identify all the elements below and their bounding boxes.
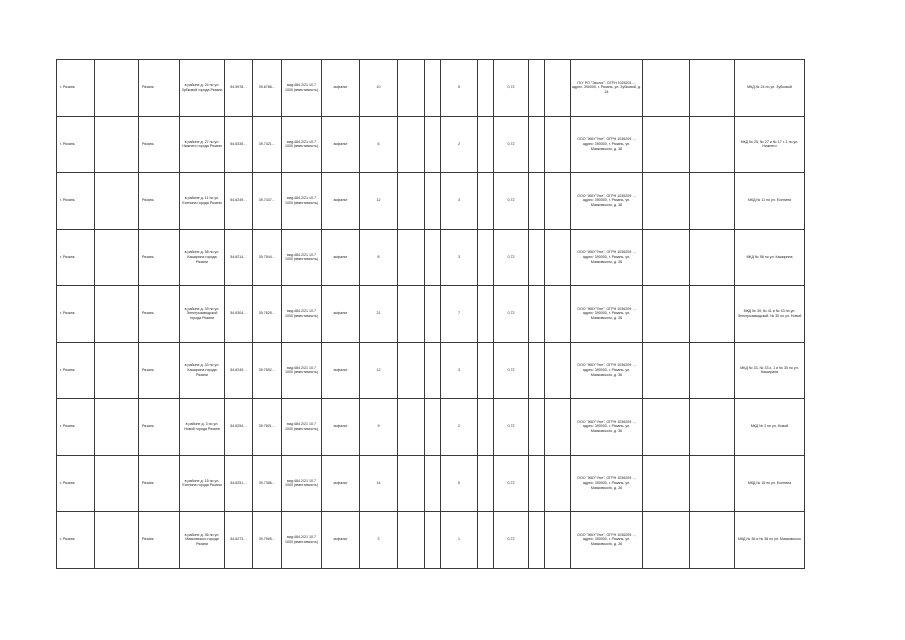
- cell-n1: 9: [360, 399, 398, 456]
- cell-city: г. Рязань: [57, 512, 95, 569]
- cell-source: МКД № 11 по ул. Есенина: [735, 173, 805, 230]
- cell-empty: [425, 173, 441, 230]
- cell-n1: 6: [360, 116, 398, 173]
- cell-region: Рязань: [139, 342, 180, 399]
- cell-empty: [529, 399, 545, 456]
- cell-surface: асфальт: [322, 173, 360, 230]
- cell-source: МКД № 39, № 41 и № 43 по ул. Электрозаводской, № 30 по ул. Новой: [735, 286, 805, 343]
- cell-city: г. Рязань: [57, 173, 95, 230]
- cell-area: вид:484.2/21 10.7 1000 (вместимость): [282, 116, 322, 173]
- cell-n2: 3: [441, 173, 478, 230]
- cell-empty: [95, 342, 139, 399]
- cell-empty: [95, 173, 139, 230]
- cell-empty: [95, 399, 139, 456]
- table-row: [57, 173, 805, 230]
- table-row: [57, 455, 805, 512]
- cell-empty: [478, 455, 494, 512]
- cell-city: г. Рязань: [57, 60, 95, 117]
- cell-owner: ООО "ЖКУ"Уют", ОГРН 1036209…, адрес: 390000, г. Рязань, ул. Маяковского, д. 36: [571, 455, 643, 512]
- cell-empty: [545, 342, 571, 399]
- cell-n1: 10: [360, 60, 398, 117]
- cell-lon: 39.7544…: [253, 229, 282, 286]
- cell-empty: [425, 342, 441, 399]
- cell-n3: 0,72: [494, 116, 529, 173]
- cell-source: МКД № 24 по ул. Зубковой: [735, 60, 805, 117]
- cell-location: в районе д. 15 по ул. Есенина города Рязани: [180, 455, 225, 512]
- cell-owner: ООО "ЖКУ"Уют", ОГРН 1036209…, адрес: 390000, г. Рязань, ул. Маяковского, д. 36: [571, 173, 643, 230]
- cell-n3: 0,72: [494, 60, 529, 117]
- cell-lat: 54.6254…: [225, 399, 253, 456]
- cell-city: г. Рязань: [57, 116, 95, 173]
- cell-empty: [398, 399, 425, 456]
- cell-empty: [95, 60, 139, 117]
- cell-empty: [398, 342, 425, 399]
- cell-owner: ООО "ЖКУ"Уют", ОГРН 1036209…, адрес: 390000, г. Рязань, ул. Маяковского, д. 36: [571, 116, 643, 173]
- table-row: [57, 286, 805, 343]
- cell-owner: ООО "ЖКУ"Уют", ОГРН 1036209…, адрес: 390000, г. Рязань, ул. Маяковского, д. 36: [571, 512, 643, 569]
- cell-lat: 54.6249…: [225, 173, 253, 230]
- cell-empty: [545, 399, 571, 456]
- cell-lon: 39.7421…: [253, 116, 282, 173]
- cell-empty: [643, 116, 690, 173]
- cell-empty: [478, 512, 494, 569]
- cell-region: Рязань: [139, 399, 180, 456]
- cell-surface: асфальт: [322, 342, 360, 399]
- cell-n1: 3: [360, 512, 398, 569]
- cell-n2: 3: [441, 229, 478, 286]
- cell-empty: [95, 455, 139, 512]
- cell-empty: [643, 455, 690, 512]
- cell-empty: [545, 512, 571, 569]
- cell-area: вид:484.2/21 10.7 1000 (вместимость): [282, 229, 322, 286]
- cell-lat: 54.6335…: [225, 116, 253, 173]
- cell-empty: [545, 60, 571, 117]
- cell-empty: [478, 60, 494, 117]
- cell-city: г. Рязань: [57, 399, 95, 456]
- cell-lat: 54.6251…: [225, 455, 253, 512]
- cell-n1: 12: [360, 342, 398, 399]
- cell-n2: 2: [441, 399, 478, 456]
- cell-lon: 39.7595…: [253, 512, 282, 569]
- cell-empty: [425, 229, 441, 286]
- cell-source: МКД № 58 по ул. Каширина: [735, 229, 805, 286]
- cell-n1: 21: [360, 286, 398, 343]
- cell-owner: ООО "ЖКУ"Уют", ОГРН 1036209…, адрес: 390000, г. Рязань, ул. Маяковского, д. 36: [571, 399, 643, 456]
- table-row: [57, 342, 805, 399]
- cell-empty: [398, 116, 425, 173]
- cell-location: в районе д. 33 по ул. Каширина города Рязани: [180, 342, 225, 399]
- cell-empty: [398, 173, 425, 230]
- cell-empty: [478, 342, 494, 399]
- cell-city: г. Рязань: [57, 455, 95, 512]
- cell-owner: ООО "ЖКУ"Уют", ОГРН 1036209…, адрес: 390000, г. Рязань, ул. Маяковского, д. 36: [571, 229, 643, 286]
- cell-empty: [529, 512, 545, 569]
- cell-location: в районе д. 3 по ул. Новой города Рязани: [180, 399, 225, 456]
- cell-lon: 39.7601…: [253, 399, 282, 456]
- cell-empty: [643, 60, 690, 117]
- cell-empty: [425, 286, 441, 343]
- cell-empty: [398, 286, 425, 343]
- cell-surface: асфальт: [322, 455, 360, 512]
- cell-lon: 39.7552…: [253, 342, 282, 399]
- cell-owner: ГКУ РО "Эколог", ОГРН 1026201..., адрес: 390000, г. Рязань, ул. Зубковой, д. 24: [571, 60, 643, 117]
- cell-region: Рязань: [139, 116, 180, 173]
- cell-city: г. Рязань: [57, 342, 95, 399]
- cell-location: в районе д. 36 по ул. Маяковского города Рязани: [180, 512, 225, 569]
- cell-n1: 14: [360, 455, 398, 512]
- cell-empty: [643, 229, 690, 286]
- cell-empty: [478, 399, 494, 456]
- cell-lon: 39.7625…: [253, 286, 282, 343]
- cell-area: вид:484.2/21 10.7 1000 (вместимость): [282, 399, 322, 456]
- cell-empty: [529, 229, 545, 286]
- cell-n2: 7: [441, 286, 478, 343]
- cell-n1: 8: [360, 229, 398, 286]
- cell-surface: асфальт: [322, 399, 360, 456]
- cell-empty: [643, 342, 690, 399]
- cell-area: вид:484.2/21 10.7 1000 (вместимость): [282, 455, 322, 512]
- cell-empty: [425, 512, 441, 569]
- cell-surface: асфальт: [322, 116, 360, 173]
- cell-empty: [529, 286, 545, 343]
- cell-lon: 39.7386…: [253, 455, 282, 512]
- cell-n3: 0,72: [494, 455, 529, 512]
- cell-surface: асфальт: [322, 286, 360, 343]
- cell-n3: 0,72: [494, 399, 529, 456]
- cell-lat: 54.6304…: [225, 286, 253, 343]
- cell-lat: 54.6249…: [225, 342, 253, 399]
- cell-area: вид:484.2/21 10.7 1000 (вместимость): [282, 173, 322, 230]
- table-row: [57, 512, 805, 569]
- cell-source: МКД № 3 по ул. Новой: [735, 399, 805, 456]
- table-row: [57, 229, 805, 286]
- cell-region: Рязань: [139, 173, 180, 230]
- cell-lon: 39.7437…: [253, 173, 282, 230]
- cell-surface: асфальт: [322, 229, 360, 286]
- cell-empty: [545, 286, 571, 343]
- cell-empty: [529, 173, 545, 230]
- cell-n2: 5: [441, 60, 478, 117]
- cell-location: в районе д. 11 по ул. Есенина города Рязани: [180, 173, 225, 230]
- cell-city: г. Рязань: [57, 286, 95, 343]
- cell-empty: [545, 173, 571, 230]
- cell-source: МКД № 36 и № 38 по ул. Маяковского: [735, 512, 805, 569]
- cell-n2: 1: [441, 512, 478, 569]
- cell-empty: [529, 116, 545, 173]
- cell-area: вид:484.2/21 10.7 1000 (вместимость): [282, 286, 322, 343]
- cell-empty: [690, 60, 735, 117]
- cell-empty: [478, 229, 494, 286]
- cell-source: МКД № 33, № 33 к. 1 и № 35 по ул. Каширина: [735, 342, 805, 399]
- cell-empty: [690, 399, 735, 456]
- cell-empty: [529, 342, 545, 399]
- cell-empty: [398, 229, 425, 286]
- cell-empty: [95, 286, 139, 343]
- cell-surface: асфальт: [322, 512, 360, 569]
- cell-lat: 54.5978…: [225, 60, 253, 117]
- cell-owner: ООО "ЖКУ"Уют", ОГРН 1036209…, адрес: 390000, г. Рязань, ул. Маяковского, д. 36: [571, 286, 643, 343]
- cell-n3: 0,72: [494, 286, 529, 343]
- cell-n3: 0,72: [494, 229, 529, 286]
- cell-surface: асфальт: [322, 60, 360, 117]
- cell-empty: [95, 116, 139, 173]
- cell-empty: [398, 60, 425, 117]
- cell-location: в районе д. 58 по ул. Каширина города Рязани: [180, 229, 225, 286]
- table-row: [57, 116, 805, 173]
- cell-n2: 2: [441, 116, 478, 173]
- cell-source: МКД № 25, № 27 и № 17 г. 1 по ул. Нижнего: [735, 116, 805, 173]
- cell-empty: [690, 229, 735, 286]
- cell-area: вид:484.2/21 10.7 1000 (вместимость): [282, 342, 322, 399]
- cell-empty: [425, 455, 441, 512]
- cell-empty: [425, 116, 441, 173]
- cell-area: вид:484.2/21 10.7 1000 (вместимость): [282, 60, 322, 117]
- cell-empty: [643, 512, 690, 569]
- cell-empty: [398, 512, 425, 569]
- cell-region: Рязань: [139, 512, 180, 569]
- cell-empty: [545, 116, 571, 173]
- cell-empty: [425, 399, 441, 456]
- cell-region: Рязань: [139, 229, 180, 286]
- cell-source: МКД № 15 по ул. Есенина: [735, 455, 805, 512]
- cell-city: г. Рязань: [57, 229, 95, 286]
- cell-n3: 0,72: [494, 512, 529, 569]
- cell-n2: 5: [441, 455, 478, 512]
- cell-location: в районе д. 24 по ул. Зубковой города Рязани: [180, 60, 225, 117]
- cell-location: в районе д. 27 по ул. Нижнего города Рязани: [180, 116, 225, 173]
- cell-n1: 12: [360, 173, 398, 230]
- cell-owner: ООО "ЖКУ"Уют", ОГРН 1036209…, адрес: 390000, г. Рязань, ул. Маяковского, д. 36: [571, 342, 643, 399]
- cell-empty: [643, 173, 690, 230]
- cell-location: в районе д. 39 по ул. Электрозаводской города Рязани: [180, 286, 225, 343]
- cell-empty: [398, 455, 425, 512]
- cell-empty: [529, 455, 545, 512]
- cell-empty: [95, 512, 139, 569]
- cell-n3: 0,72: [494, 173, 529, 230]
- cell-empty: [690, 286, 735, 343]
- cell-empty: [478, 116, 494, 173]
- data-table: [56, 59, 805, 569]
- cell-n3: 0,72: [494, 342, 529, 399]
- cell-empty: [690, 116, 735, 173]
- cell-area: вид:484.2/21 10.7 1000 (вместимость): [282, 512, 322, 569]
- cell-region: Рязань: [139, 286, 180, 343]
- cell-lat: 54.6214…: [225, 229, 253, 286]
- cell-region: Рязань: [139, 60, 180, 117]
- cell-empty: [478, 286, 494, 343]
- cell-empty: [643, 286, 690, 343]
- cell-empty: [545, 229, 571, 286]
- cell-empty: [690, 455, 735, 512]
- cell-region: Рязань: [139, 455, 180, 512]
- table-row: [57, 399, 805, 456]
- cell-empty: [529, 60, 545, 117]
- cell-empty: [425, 60, 441, 117]
- cell-n2: 3: [441, 342, 478, 399]
- cell-empty: [643, 399, 690, 456]
- cell-empty: [95, 229, 139, 286]
- cell-empty: [690, 342, 735, 399]
- cell-empty: [690, 173, 735, 230]
- cell-empty: [690, 512, 735, 569]
- table-row: [57, 60, 805, 117]
- cell-empty: [545, 455, 571, 512]
- cell-lon: 39.6786…: [253, 60, 282, 117]
- cell-lat: 54.6273…: [225, 512, 253, 569]
- cell-empty: [478, 173, 494, 230]
